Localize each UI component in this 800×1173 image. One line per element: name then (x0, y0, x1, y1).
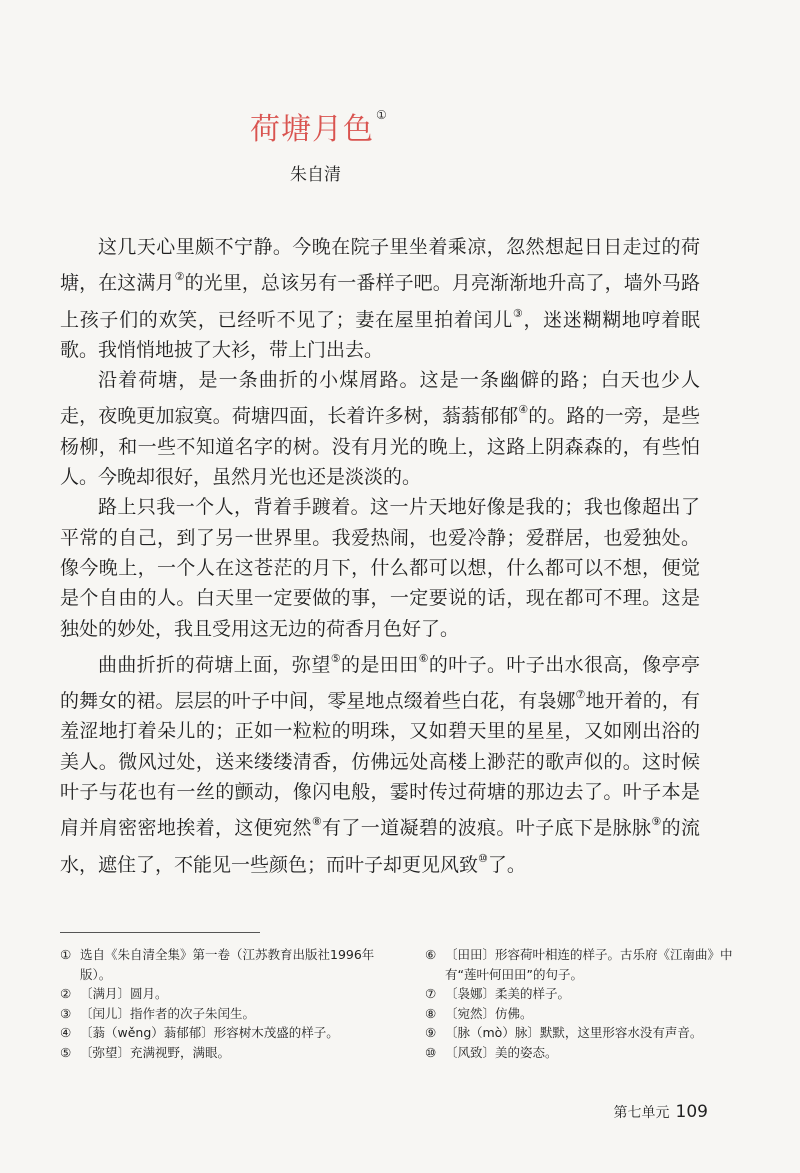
footnote-number: ③ (60, 1005, 72, 1021)
footnote-number: ⑧ (425, 1005, 437, 1021)
footnote-marker: ⑥ (418, 651, 429, 665)
footnote-number: ⑨ (425, 1025, 437, 1040)
footnotes-right-column (425, 945, 750, 1062)
footnote-divider (60, 932, 260, 933)
footnote-number: ④ (60, 1025, 72, 1040)
footnote-text: 〔弥望〕充满视野，满眼。 (80, 1044, 231, 1060)
paragraph-text: 这几天心里颇不宁静。今晚在院子里坐着乘凉，忽然想起日日走过的荷塘，在这满月 (60, 236, 700, 295)
unit-label: 第七单元 (613, 1105, 670, 1121)
footnote-text: 〔田田〕形容荷叶相连的样子。古乐府《江南曲》中有“莲叶何田田”的句子。 (445, 947, 733, 982)
footnote-marker: ② (174, 270, 185, 284)
footnote-number: ⑩ (425, 1044, 437, 1060)
footnotes-left-column (60, 945, 390, 1062)
paragraph (60, 365, 700, 492)
paragraph-text: 的流水，遮住了，不能见一些颜色；而叶子却更见风致 (60, 817, 700, 876)
paragraph-text: 曲曲折折的荷塘上面，弥望 (98, 653, 331, 676)
footnote-item (60, 945, 390, 984)
footnote-text: 〔袅娜〕柔美的样子。 (445, 986, 571, 1001)
footnote-text: 〔宛然〕仿佛。 (445, 1005, 533, 1021)
page-title (250, 104, 388, 148)
paragraph-text: 地开着的，有羞涩地打着朵儿的；正如一粒粒的明珠，又如碧天里的星星，又如刚出浴的美人。微风过处，送来缕缕清香，仿佛远处高楼上渺茫的歌声似的。这时候叶子与花也有一丝的颤动，像闪电般，霎时传过荷塘的那边去了。叶子本是肩并肩密密地挨着，这便宛然 (60, 690, 700, 840)
footnote-number: ⑥ (425, 947, 437, 962)
footnote-text: 〔脉（mò）脉〕默默，这里形容水没有声音。 (445, 1025, 703, 1040)
paragraph (60, 492, 700, 643)
footnote-item (60, 984, 390, 1004)
footnote-item (425, 984, 750, 1004)
page-number: 109 (675, 1102, 708, 1122)
footnote-item (425, 945, 750, 984)
page-footer (614, 1102, 708, 1122)
footnote-text: 〔闰儿〕指作者的次子朱闰生。 (80, 1005, 256, 1021)
footnote-item (60, 1023, 390, 1043)
paragraph-text: 路上只我一个人，背着手踱着。这一片天地好像是我的；我也像超出了平常的自己，到了另一世界里。我爱热闹，也爱冷静；爱群居，也爱独处。像今晚上，一个人在这苍茫的月下，什么都可以想，什么都可以不想，便觉是个自由的人。白天里一定要做的事，一定要说的话，现在都可不理。这是独处的妙处，我且受用这无边的荷香月色好了。 (60, 496, 700, 640)
footnote-marker: ③ (512, 306, 524, 320)
footnote-marker: ⑧ (311, 815, 323, 829)
paragraph-text: 有了一道凝碧的波痕。叶子底下是脉脉 (322, 817, 652, 840)
footnote-item (425, 1023, 750, 1043)
paragraph-text: 的光里，总该另有一番样子吧。月亮渐渐地升高了，墙外马路上孩子们的欢笑，已经听不见了；妻在屋里拍着闰儿 (60, 272, 700, 331)
footnote-marker: ⑩ (478, 851, 488, 865)
paragraph (60, 644, 700, 880)
paragraph-text: ，迷迷糊糊地哼着眠歌。我悄悄地披了大衫，带上门出去。 (60, 308, 700, 361)
paragraph-text: 的。路的一旁，是些杨柳，和一些不知道名字的树。没有月光的晚上，这路上阴森森的，有些怕人。今晚却很好，虽然月光也还是淡淡的。 (60, 405, 700, 489)
footnote-item (60, 1004, 390, 1024)
article-body (60, 232, 700, 880)
footnote-item (425, 1043, 750, 1063)
footnote-marker: ⑤ (330, 651, 341, 665)
footnote-text: 〔蓊（wěng）蓊郁郁〕形容树木茂盛的样子。 (80, 1025, 339, 1040)
author-name: 朱自清 (290, 165, 341, 185)
footnote-marker: ④ (518, 403, 529, 417)
footnote-item (425, 1004, 750, 1024)
footnote-item (60, 1043, 390, 1063)
paragraph (60, 232, 700, 365)
paragraph-text: 沿着荷塘，是一条曲折的小煤屑路。这是一条幽僻的路；白天也少人走，夜晚更加寂寞。荷塘四面，长着许多树，蓊蓊郁郁 (60, 369, 700, 428)
title-text: 荷塘月色 (250, 112, 374, 147)
footnote-marker: ⑦ (575, 688, 586, 702)
footnote-number: ⑦ (425, 986, 437, 1001)
paragraph-text: 的叶子。叶子出水很高，像亭亭的舞女的裙。层层的叶子中间，零星地点缀着些白花，有袅娜 (60, 653, 700, 713)
title-footnote-marker: ① (376, 108, 388, 122)
paragraph-text: 了。 (487, 853, 526, 876)
footnote-text: 〔风致〕美的姿态。 (445, 1044, 558, 1060)
footnote-text: 〔满月〕圆月。 (80, 986, 168, 1001)
footnote-number: ② (60, 986, 72, 1001)
footnote-marker: ⑨ (651, 815, 662, 829)
footnote-text: 选自《朱自清全集》第一卷（江苏教育出版社1996年版）。 (80, 947, 375, 982)
paragraph-text: 的是田田 (341, 653, 419, 676)
footnote-number: ① (60, 947, 72, 962)
footnote-number: ⑤ (60, 1044, 72, 1060)
